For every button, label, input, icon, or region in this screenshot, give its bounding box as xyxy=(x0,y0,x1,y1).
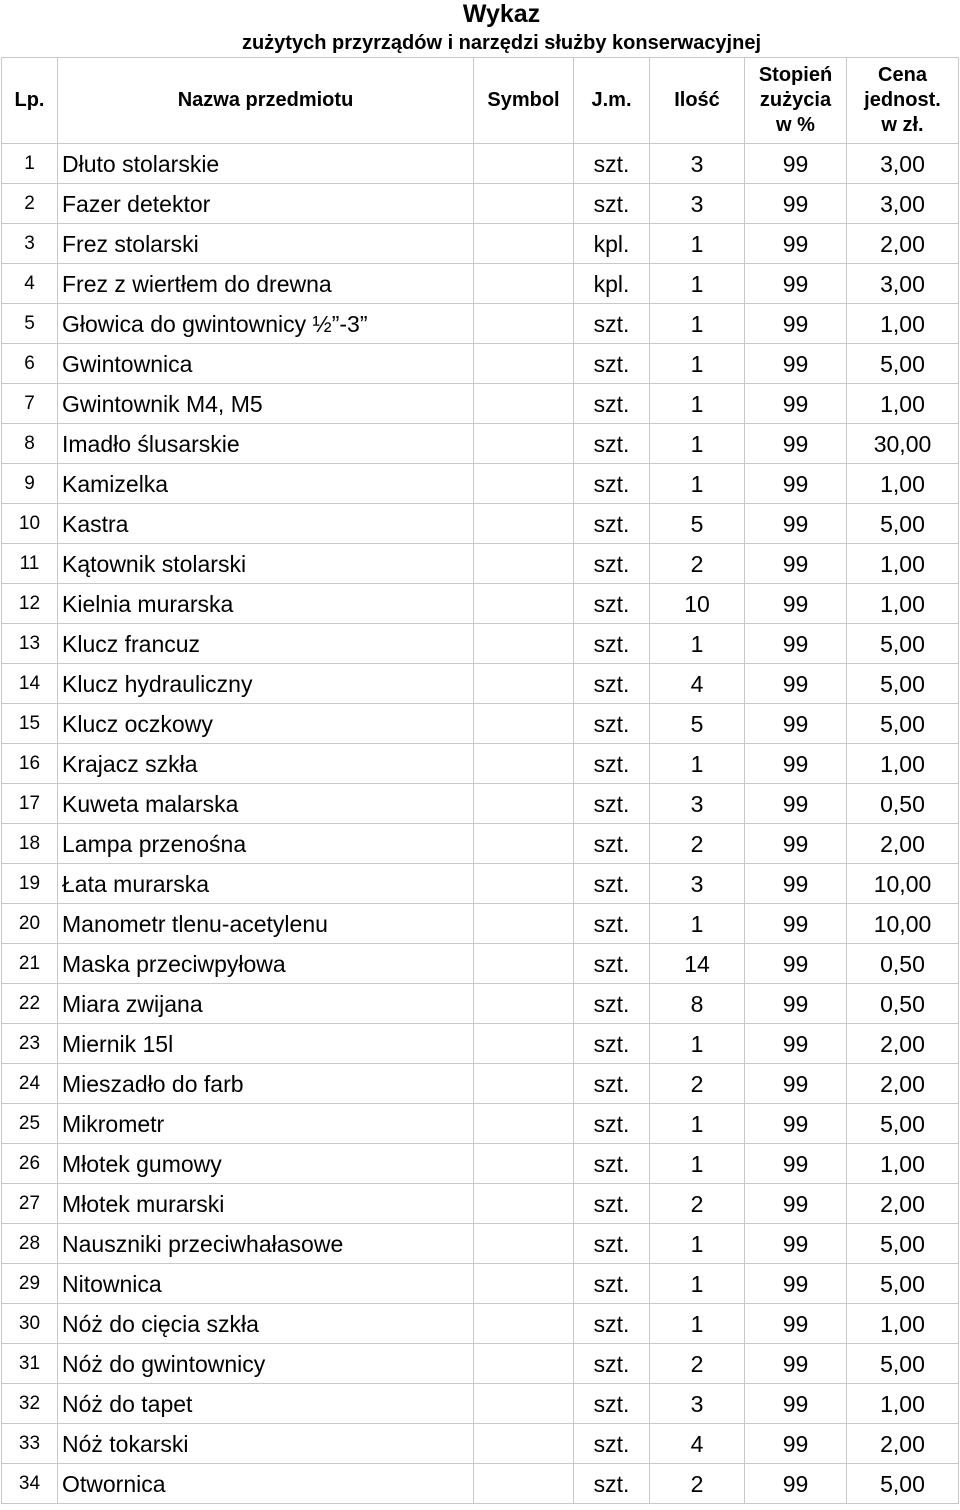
cell-unit: szt. xyxy=(574,1304,650,1344)
cell-wear: 99 xyxy=(745,184,847,224)
cell-qty: 1 xyxy=(650,1264,745,1304)
cell-wear: 99 xyxy=(745,1144,847,1184)
cell-qty: 2 xyxy=(650,1064,745,1104)
cell-name: Otwornica xyxy=(58,1464,474,1504)
cell-wear: 99 xyxy=(745,624,847,664)
cell-symbol xyxy=(474,1424,574,1464)
table-row xyxy=(2,864,959,904)
table-row xyxy=(2,744,959,784)
cell-lp: 25 xyxy=(2,1104,58,1144)
cell-symbol xyxy=(474,944,574,984)
cell-price: 0,50 xyxy=(847,784,959,824)
cell-qty: 3 xyxy=(650,864,745,904)
cell-symbol xyxy=(474,1104,574,1144)
cell-unit: szt. xyxy=(574,704,650,744)
table-row xyxy=(2,1224,959,1264)
cell-symbol xyxy=(474,424,574,464)
cell-price: 1,00 xyxy=(847,464,959,504)
cell-qty: 2 xyxy=(650,1464,745,1504)
cell-name: Kamizelka xyxy=(58,464,474,504)
document-subtitle: zużytych przyrządów i narzędzi służby konserwacyjnej xyxy=(241,32,762,54)
cell-unit: szt. xyxy=(574,1224,650,1264)
table-row xyxy=(2,1184,959,1224)
cell-lp: 10 xyxy=(2,504,58,544)
cell-wear: 99 xyxy=(745,264,847,304)
cell-qty: 1 xyxy=(650,1024,745,1064)
cell-price: 5,00 xyxy=(847,1104,959,1144)
cell-qty: 1 xyxy=(650,464,745,504)
cell-qty: 2 xyxy=(650,1184,745,1224)
header-wear-line2: zużycia xyxy=(759,89,832,111)
cell-symbol xyxy=(474,1144,574,1184)
cell-price: 2,00 xyxy=(847,824,959,864)
cell-name: Nóż tokarski xyxy=(58,1424,474,1464)
table-row xyxy=(2,664,959,704)
cell-name: Mikrometr xyxy=(58,1104,474,1144)
cell-symbol xyxy=(474,584,574,624)
cell-wear: 99 xyxy=(745,1384,847,1424)
table-row xyxy=(2,304,959,344)
cell-qty: 1 xyxy=(650,904,745,944)
cell-qty: 2 xyxy=(650,544,745,584)
cell-name: Kielnia murarska xyxy=(58,584,474,624)
cell-symbol xyxy=(474,744,574,784)
cell-lp: 7 xyxy=(2,384,58,424)
document-title: Wykaz xyxy=(462,0,541,28)
cell-price: 5,00 xyxy=(847,344,959,384)
cell-lp: 33 xyxy=(2,1424,58,1464)
header-unit: J.m. xyxy=(574,58,650,144)
table-row xyxy=(2,1304,959,1344)
table-row xyxy=(2,784,959,824)
cell-lp: 8 xyxy=(2,424,58,464)
table-row xyxy=(2,824,959,864)
cell-lp: 6 xyxy=(2,344,58,384)
cell-name: Klucz francuz xyxy=(58,624,474,664)
cell-symbol xyxy=(474,904,574,944)
table-row xyxy=(2,424,959,464)
cell-lp: 5 xyxy=(2,304,58,344)
cell-symbol xyxy=(474,144,574,184)
cell-wear: 99 xyxy=(745,1264,847,1304)
cell-price: 5,00 xyxy=(847,1264,959,1304)
cell-unit: szt. xyxy=(574,544,650,584)
cell-lp: 26 xyxy=(2,1144,58,1184)
table-row xyxy=(2,1384,959,1424)
cell-qty: 1 xyxy=(650,1104,745,1144)
cell-lp: 3 xyxy=(2,224,58,264)
cell-price: 2,00 xyxy=(847,1424,959,1464)
table-row xyxy=(2,904,959,944)
cell-lp: 12 xyxy=(2,584,58,624)
cell-qty: 1 xyxy=(650,384,745,424)
cell-name: Dłuto stolarskie xyxy=(58,144,474,184)
cell-unit: szt. xyxy=(574,1184,650,1224)
cell-name: Głowica do gwintownicy ½”-3” xyxy=(58,304,474,344)
cell-qty: 4 xyxy=(650,1424,745,1464)
cell-symbol xyxy=(474,704,574,744)
table-row xyxy=(2,504,959,544)
cell-unit: szt. xyxy=(574,664,650,704)
cell-price: 10,00 xyxy=(847,904,959,944)
cell-price: 30,00 xyxy=(847,424,959,464)
table-row xyxy=(2,1464,959,1504)
cell-unit: szt. xyxy=(574,1104,650,1144)
cell-unit: szt. xyxy=(574,184,650,224)
cell-qty: 1 xyxy=(650,344,745,384)
cell-wear: 99 xyxy=(745,384,847,424)
cell-wear: 99 xyxy=(745,704,847,744)
cell-price: 5,00 xyxy=(847,1344,959,1384)
cell-price: 2,00 xyxy=(847,1184,959,1224)
cell-unit: szt. xyxy=(574,784,650,824)
cell-lp: 32 xyxy=(2,1384,58,1424)
cell-wear: 99 xyxy=(745,1304,847,1344)
header-qty: Ilość xyxy=(650,58,745,144)
cell-symbol xyxy=(474,264,574,304)
table-body xyxy=(2,144,959,1504)
cell-unit: szt. xyxy=(574,1424,650,1464)
cell-lp: 23 xyxy=(2,1024,58,1064)
cell-unit: szt. xyxy=(574,1144,650,1184)
cell-symbol xyxy=(474,1464,574,1504)
cell-unit: szt. xyxy=(574,1384,650,1424)
cell-name: Młotek gumowy xyxy=(58,1144,474,1184)
cell-lp: 2 xyxy=(2,184,58,224)
header-name: Nazwa przedmiotu xyxy=(58,58,474,144)
table-row xyxy=(2,1064,959,1104)
cell-lp: 31 xyxy=(2,1344,58,1384)
header-row xyxy=(2,58,959,144)
cell-symbol xyxy=(474,784,574,824)
cell-lp: 20 xyxy=(2,904,58,944)
cell-lp: 24 xyxy=(2,1064,58,1104)
cell-unit: szt. xyxy=(574,1024,650,1064)
cell-lp: 15 xyxy=(2,704,58,744)
header-price xyxy=(847,58,959,144)
cell-symbol xyxy=(474,464,574,504)
table-row xyxy=(2,1344,959,1384)
cell-name: Nóż do tapet xyxy=(58,1384,474,1424)
cell-price: 1,00 xyxy=(847,584,959,624)
cell-symbol xyxy=(474,824,574,864)
table-row xyxy=(2,944,959,984)
cell-symbol xyxy=(474,344,574,384)
cell-symbol xyxy=(474,864,574,904)
table-row xyxy=(2,224,959,264)
cell-lp: 11 xyxy=(2,544,58,584)
cell-lp: 16 xyxy=(2,744,58,784)
table-row xyxy=(2,1024,959,1064)
header-lp: Lp. xyxy=(2,58,58,144)
cell-wear: 99 xyxy=(745,344,847,384)
cell-wear: 99 xyxy=(745,1344,847,1384)
header-price-line1: Cena xyxy=(878,64,927,86)
cell-lp: 30 xyxy=(2,1304,58,1344)
header-symbol: Symbol xyxy=(474,58,574,144)
cell-unit: szt. xyxy=(574,824,650,864)
cell-qty: 1 xyxy=(650,224,745,264)
cell-unit: szt. xyxy=(574,384,650,424)
cell-price: 1,00 xyxy=(847,304,959,344)
header-price-line2: jednost. xyxy=(864,89,941,111)
cell-name: Miernik 15l xyxy=(58,1024,474,1064)
cell-name: Miara zwijana xyxy=(58,984,474,1024)
cell-symbol xyxy=(474,664,574,704)
cell-price: 10,00 xyxy=(847,864,959,904)
cell-lp: 13 xyxy=(2,624,58,664)
cell-name: Frez z wiertłem do drewna xyxy=(58,264,474,304)
cell-symbol xyxy=(474,984,574,1024)
cell-qty: 1 xyxy=(650,1144,745,1184)
cell-name: Kastra xyxy=(58,504,474,544)
cell-symbol xyxy=(474,1024,574,1064)
cell-name: Krajacz szkła xyxy=(58,744,474,784)
cell-wear: 99 xyxy=(745,864,847,904)
cell-price: 2,00 xyxy=(847,224,959,264)
cell-symbol xyxy=(474,1344,574,1384)
cell-price: 0,50 xyxy=(847,944,959,984)
cell-name: Nauszniki przeciwhałasowe xyxy=(58,1224,474,1264)
cell-name: Nóż do gwintownicy xyxy=(58,1344,474,1384)
table-row xyxy=(2,1144,959,1184)
cell-price: 1,00 xyxy=(847,544,959,584)
cell-lp: 29 xyxy=(2,1264,58,1304)
cell-wear: 99 xyxy=(745,664,847,704)
cell-lp: 9 xyxy=(2,464,58,504)
cell-symbol xyxy=(474,184,574,224)
table-row xyxy=(2,704,959,744)
cell-qty: 10 xyxy=(650,584,745,624)
table-row xyxy=(2,384,959,424)
cell-lp: 22 xyxy=(2,984,58,1024)
cell-price: 5,00 xyxy=(847,624,959,664)
cell-wear: 99 xyxy=(745,1024,847,1064)
cell-price: 1,00 xyxy=(847,1304,959,1344)
cell-qty: 5 xyxy=(650,704,745,744)
table-row xyxy=(2,464,959,504)
cell-symbol xyxy=(474,1264,574,1304)
cell-price: 2,00 xyxy=(847,1024,959,1064)
cell-wear: 99 xyxy=(745,544,847,584)
cell-name: Mieszadło do farb xyxy=(58,1064,474,1104)
cell-unit: szt. xyxy=(574,1264,650,1304)
cell-price: 5,00 xyxy=(847,1464,959,1504)
cell-wear: 99 xyxy=(745,1224,847,1264)
cell-wear: 99 xyxy=(745,744,847,784)
table-header xyxy=(2,58,959,144)
table-row xyxy=(2,1264,959,1304)
cell-price: 3,00 xyxy=(847,184,959,224)
cell-lp: 1 xyxy=(2,144,58,184)
cell-unit: kpl. xyxy=(574,264,650,304)
cell-lp: 28 xyxy=(2,1224,58,1264)
cell-name: Klucz oczkowy xyxy=(58,704,474,744)
cell-unit: szt. xyxy=(574,1064,650,1104)
table-row xyxy=(2,144,959,184)
table-row xyxy=(2,1424,959,1464)
cell-name: Fazer detektor xyxy=(58,184,474,224)
table-row xyxy=(2,264,959,304)
cell-name: Gwintownik M4, M5 xyxy=(58,384,474,424)
cell-qty: 1 xyxy=(650,744,745,784)
cell-qty: 5 xyxy=(650,504,745,544)
cell-unit: szt. xyxy=(574,304,650,344)
cell-symbol xyxy=(474,1384,574,1424)
cell-wear: 99 xyxy=(745,464,847,504)
cell-lp: 19 xyxy=(2,864,58,904)
cell-unit: szt. xyxy=(574,1344,650,1384)
inventory-table xyxy=(1,57,959,1504)
table-row xyxy=(2,184,959,224)
cell-wear: 99 xyxy=(745,504,847,544)
table-row xyxy=(2,584,959,624)
cell-wear: 99 xyxy=(745,1464,847,1504)
cell-qty: 1 xyxy=(650,264,745,304)
header-wear xyxy=(745,58,847,144)
cell-wear: 99 xyxy=(745,824,847,864)
cell-name: Imadło ślusarskie xyxy=(58,424,474,464)
cell-symbol xyxy=(474,1224,574,1264)
cell-qty: 8 xyxy=(650,984,745,1024)
cell-symbol xyxy=(474,1064,574,1104)
cell-name: Kuweta malarska xyxy=(58,784,474,824)
cell-lp: 34 xyxy=(2,1464,58,1504)
cell-unit: szt. xyxy=(574,864,650,904)
cell-price: 2,00 xyxy=(847,1064,959,1104)
cell-price: 5,00 xyxy=(847,1224,959,1264)
cell-wear: 99 xyxy=(745,144,847,184)
cell-price: 3,00 xyxy=(847,144,959,184)
cell-wear: 99 xyxy=(745,1064,847,1104)
cell-name: Frez stolarski xyxy=(58,224,474,264)
cell-lp: 21 xyxy=(2,944,58,984)
cell-unit: szt. xyxy=(574,464,650,504)
table-row xyxy=(2,1104,959,1144)
cell-price: 1,00 xyxy=(847,1384,959,1424)
cell-qty: 14 xyxy=(650,944,745,984)
cell-name: Lampa przenośna xyxy=(58,824,474,864)
cell-wear: 99 xyxy=(745,1104,847,1144)
cell-wear: 99 xyxy=(745,584,847,624)
cell-wear: 99 xyxy=(745,944,847,984)
cell-wear: 99 xyxy=(745,224,847,264)
cell-name: Nitownica xyxy=(58,1264,474,1304)
cell-symbol xyxy=(474,1304,574,1344)
cell-lp: 27 xyxy=(2,1184,58,1224)
cell-name: Gwintownica xyxy=(58,344,474,384)
cell-qty: 2 xyxy=(650,824,745,864)
cell-unit: szt. xyxy=(574,904,650,944)
table-row xyxy=(2,624,959,664)
cell-qty: 3 xyxy=(650,184,745,224)
cell-qty: 3 xyxy=(650,1384,745,1424)
cell-wear: 99 xyxy=(745,304,847,344)
cell-unit: szt. xyxy=(574,984,650,1024)
cell-symbol xyxy=(474,384,574,424)
cell-name: Młotek murarski xyxy=(58,1184,474,1224)
cell-price: 1,00 xyxy=(847,384,959,424)
cell-qty: 1 xyxy=(650,1224,745,1264)
cell-qty: 1 xyxy=(650,1304,745,1344)
cell-unit: szt. xyxy=(574,1464,650,1504)
cell-qty: 3 xyxy=(650,144,745,184)
cell-symbol xyxy=(474,504,574,544)
cell-price: 1,00 xyxy=(847,744,959,784)
table-row xyxy=(2,344,959,384)
cell-qty: 1 xyxy=(650,304,745,344)
cell-wear: 99 xyxy=(745,424,847,464)
cell-wear: 99 xyxy=(745,1184,847,1224)
cell-unit: szt. xyxy=(574,624,650,664)
cell-qty: 2 xyxy=(650,1344,745,1384)
cell-name: Kątownik stolarski xyxy=(58,544,474,584)
cell-unit: szt. xyxy=(574,944,650,984)
table-row xyxy=(2,984,959,1024)
cell-name: Łata murarska xyxy=(58,864,474,904)
cell-price: 1,00 xyxy=(847,1144,959,1184)
cell-price: 5,00 xyxy=(847,504,959,544)
cell-lp: 18 xyxy=(2,824,58,864)
cell-symbol xyxy=(474,304,574,344)
cell-symbol xyxy=(474,1184,574,1224)
cell-symbol xyxy=(474,624,574,664)
cell-lp: 14 xyxy=(2,664,58,704)
cell-name: Nóż do cięcia szkła xyxy=(58,1304,474,1344)
header-wear-line1: Stopień xyxy=(758,64,833,86)
cell-wear: 99 xyxy=(745,784,847,824)
cell-symbol xyxy=(474,544,574,584)
cell-unit: szt. xyxy=(574,344,650,384)
header-price-line3: w zł. xyxy=(881,114,924,136)
cell-unit: szt. xyxy=(574,424,650,464)
cell-price: 3,00 xyxy=(847,264,959,304)
cell-qty: 1 xyxy=(650,424,745,464)
cell-name: Klucz hydrauliczny xyxy=(58,664,474,704)
cell-qty: 3 xyxy=(650,784,745,824)
cell-unit: kpl. xyxy=(574,224,650,264)
cell-qty: 4 xyxy=(650,664,745,704)
cell-lp: 4 xyxy=(2,264,58,304)
cell-unit: szt. xyxy=(574,584,650,624)
cell-price: 0,50 xyxy=(847,984,959,1024)
header-wear-line3: w % xyxy=(776,114,815,136)
cell-unit: szt. xyxy=(574,144,650,184)
table-row xyxy=(2,544,959,584)
cell-wear: 99 xyxy=(745,904,847,944)
cell-unit: szt. xyxy=(574,744,650,784)
cell-name: Maska przeciwpyłowa xyxy=(58,944,474,984)
cell-symbol xyxy=(474,224,574,264)
cell-price: 5,00 xyxy=(847,664,959,704)
cell-unit: szt. xyxy=(574,504,650,544)
cell-wear: 99 xyxy=(745,984,847,1024)
cell-qty: 1 xyxy=(650,624,745,664)
cell-wear: 99 xyxy=(745,1424,847,1464)
cell-name: Manometr tlenu-acetylenu xyxy=(58,904,474,944)
cell-lp: 17 xyxy=(2,784,58,824)
cell-price: 5,00 xyxy=(847,704,959,744)
